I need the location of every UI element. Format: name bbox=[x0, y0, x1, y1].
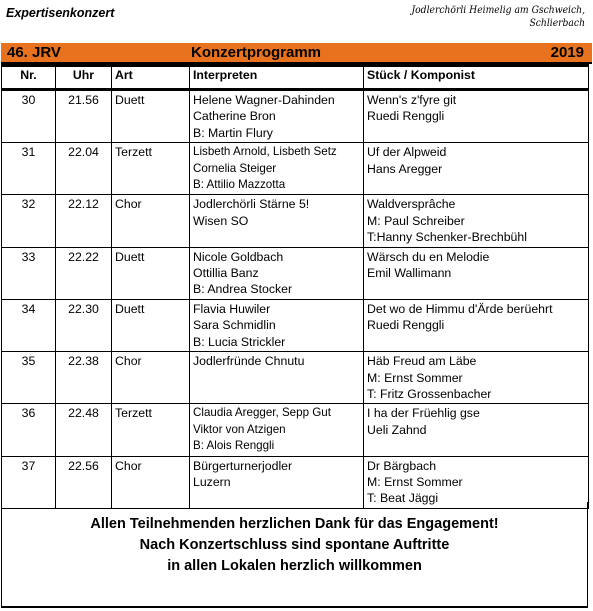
cell-nr: 30 bbox=[2, 90, 56, 143]
cell-stueck bbox=[364, 352, 589, 404]
cell-art: Terzett bbox=[112, 404, 190, 456]
cell-stueck bbox=[364, 195, 589, 247]
performer-line: B: Andrea Stocker bbox=[193, 282, 293, 297]
cell-interpreten bbox=[190, 143, 364, 195]
performer-line: Luzern bbox=[193, 474, 231, 489]
cell-stueck bbox=[364, 456, 589, 508]
cell-nr: 32 bbox=[2, 195, 56, 247]
performer-line: B: Lucia Strickler bbox=[193, 334, 286, 349]
cell-interpreten bbox=[190, 90, 364, 143]
header-nr: Nr. bbox=[2, 66, 56, 90]
cell-uhr: 22.56 bbox=[56, 456, 112, 508]
performer-line: Jodlerfründe Chnutu bbox=[193, 354, 305, 369]
performer-line: Jodlerchörli Stärne 5! bbox=[193, 197, 310, 212]
title-bar bbox=[1, 43, 592, 64]
cell-uhr: 22.30 bbox=[56, 299, 112, 351]
piece-line bbox=[367, 334, 588, 350]
cell-interpreten bbox=[190, 299, 364, 351]
performer-line: B: Attilio Mazzotta bbox=[193, 178, 286, 192]
piece-line: Wenn's z'fyre git bbox=[367, 93, 457, 107]
piece-line: T: Fritz Grossenbacher bbox=[367, 386, 492, 401]
cell-nr: 36 bbox=[2, 404, 56, 456]
table-row bbox=[2, 352, 589, 404]
table-row bbox=[2, 195, 589, 247]
table-row bbox=[2, 456, 589, 508]
table-row bbox=[2, 90, 589, 143]
performer-line: Cornelia Steiger bbox=[193, 161, 277, 175]
piece-line bbox=[367, 125, 588, 141]
piece-line: M: Ernst Sommer bbox=[367, 474, 463, 489]
piece-line: Uf der Alpweid bbox=[367, 145, 447, 160]
performer-line bbox=[193, 370, 363, 386]
cell-nr: 35 bbox=[2, 352, 56, 404]
performer-line: Bürgerturnerjodler bbox=[193, 458, 293, 473]
header-stueck: Stück / Komponist bbox=[364, 66, 589, 90]
piece-line: Emil Wallimann bbox=[367, 266, 452, 281]
cell-interpreten bbox=[190, 247, 364, 299]
table-row bbox=[2, 143, 589, 195]
performer-line: Lisbeth Arnold, Lisbeth Setz bbox=[193, 145, 337, 159]
footer-line-1: Allen Teilnehmenden herzlichen Dank für das Engagement! bbox=[90, 516, 499, 532]
event-year: 2019 bbox=[550, 44, 584, 61]
table-row bbox=[2, 247, 589, 299]
piece-line: T: Beat Jäggi bbox=[367, 491, 439, 506]
piece-line: M: Paul Schreiber bbox=[367, 213, 465, 228]
cell-uhr: 21.56 bbox=[56, 90, 112, 143]
piece-line: Ueli Zahnd bbox=[367, 422, 427, 437]
cell-uhr: 22.48 bbox=[56, 404, 112, 456]
performer-line: Viktor von Atzigen bbox=[193, 422, 286, 436]
cell-stueck bbox=[364, 299, 589, 351]
performer-line: Catherine Bron bbox=[193, 109, 276, 124]
piece-line: Det wo de Himmu d'Ärde berüehrt bbox=[367, 301, 553, 316]
cell-art: Duett bbox=[112, 247, 190, 299]
cell-art: Duett bbox=[112, 90, 190, 143]
document-subtitle: Expertisenkonzert bbox=[6, 6, 115, 20]
header-interpreten: Interpreten bbox=[190, 66, 364, 90]
performer-line: Claudia Aregger, Sepp Gut bbox=[193, 406, 331, 420]
performer-line: Helene Wagner-Dahinden bbox=[193, 93, 335, 107]
piece-line: Waldversprâche bbox=[367, 197, 456, 212]
piece-line: I ha der Früehlig gse bbox=[367, 406, 480, 421]
piece-line: Hans Aregger bbox=[367, 161, 443, 176]
cell-nr: 33 bbox=[2, 247, 56, 299]
performer-line: Sara Schmidlin bbox=[193, 318, 276, 333]
piece-line: Häb Freud am Läbe bbox=[367, 354, 477, 369]
cell-stueck bbox=[364, 247, 589, 299]
piece-line bbox=[367, 281, 588, 297]
cell-interpreten bbox=[190, 195, 364, 247]
footer-line-3: in allen Lokalen herzlich willkommen bbox=[167, 558, 422, 574]
header-art: Art bbox=[112, 66, 190, 90]
piece-line: Ruedi Renggli bbox=[367, 109, 445, 124]
cell-stueck bbox=[364, 404, 589, 456]
cell-interpreten bbox=[190, 404, 364, 456]
piece-line bbox=[367, 438, 588, 454]
piece-line: T:Hanny Schenker-Brechbühl bbox=[367, 230, 527, 245]
performer-line: B: Alois Renggli bbox=[193, 439, 275, 453]
page-title: Konzertprogramm bbox=[191, 44, 322, 61]
cell-art: Chor bbox=[112, 195, 190, 247]
cell-nr: 37 bbox=[2, 456, 56, 508]
performer-line: Wisen SO bbox=[193, 213, 249, 228]
cell-interpreten bbox=[190, 456, 364, 508]
cell-art: Duett bbox=[112, 299, 190, 351]
event-name: 46. JRV bbox=[7, 44, 61, 61]
cell-art: Chor bbox=[112, 456, 190, 508]
performer-line: Flavia Huwiler bbox=[193, 301, 271, 316]
cell-uhr: 22.04 bbox=[56, 143, 112, 195]
cell-stueck bbox=[364, 143, 589, 195]
organizer-line-2: Schlierbach bbox=[529, 18, 585, 29]
program-table bbox=[1, 64, 589, 509]
piece-line: Wärsch du en Melodie bbox=[367, 249, 490, 264]
cell-stueck bbox=[364, 90, 589, 143]
table-row bbox=[2, 299, 589, 351]
performer-line: Ottillia Banz bbox=[193, 266, 259, 281]
performer-line bbox=[193, 386, 363, 402]
cell-interpreten bbox=[190, 352, 364, 404]
footer-line-2: Nach Konzertschluss sind spontane Auftritte bbox=[139, 537, 450, 553]
performer-line bbox=[193, 229, 363, 245]
cell-art: Terzett bbox=[112, 143, 190, 195]
performer-line: B: Martin Flury bbox=[193, 125, 273, 140]
table-row bbox=[2, 404, 589, 456]
cell-nr: 34 bbox=[2, 299, 56, 351]
header-uhr: Uhr bbox=[56, 66, 112, 90]
piece-line: Dr Bärgbach bbox=[367, 458, 437, 473]
cell-nr: 31 bbox=[2, 143, 56, 195]
piece-line bbox=[367, 177, 588, 193]
organizer-line-1: Jodlerchörli Heimelig am Gschweich, bbox=[411, 5, 585, 16]
table-header-row bbox=[2, 66, 589, 90]
piece-line: Ruedi Renggli bbox=[367, 318, 445, 333]
cell-art: Chor bbox=[112, 352, 190, 404]
performer-line: Nicole Goldbach bbox=[193, 249, 284, 264]
organizer-name bbox=[373, 4, 585, 30]
piece-line: M: Ernst Sommer bbox=[367, 370, 463, 385]
cell-uhr: 22.12 bbox=[56, 195, 112, 247]
footer-message bbox=[1, 502, 588, 608]
cell-uhr: 22.22 bbox=[56, 247, 112, 299]
cell-uhr: 22.38 bbox=[56, 352, 112, 404]
